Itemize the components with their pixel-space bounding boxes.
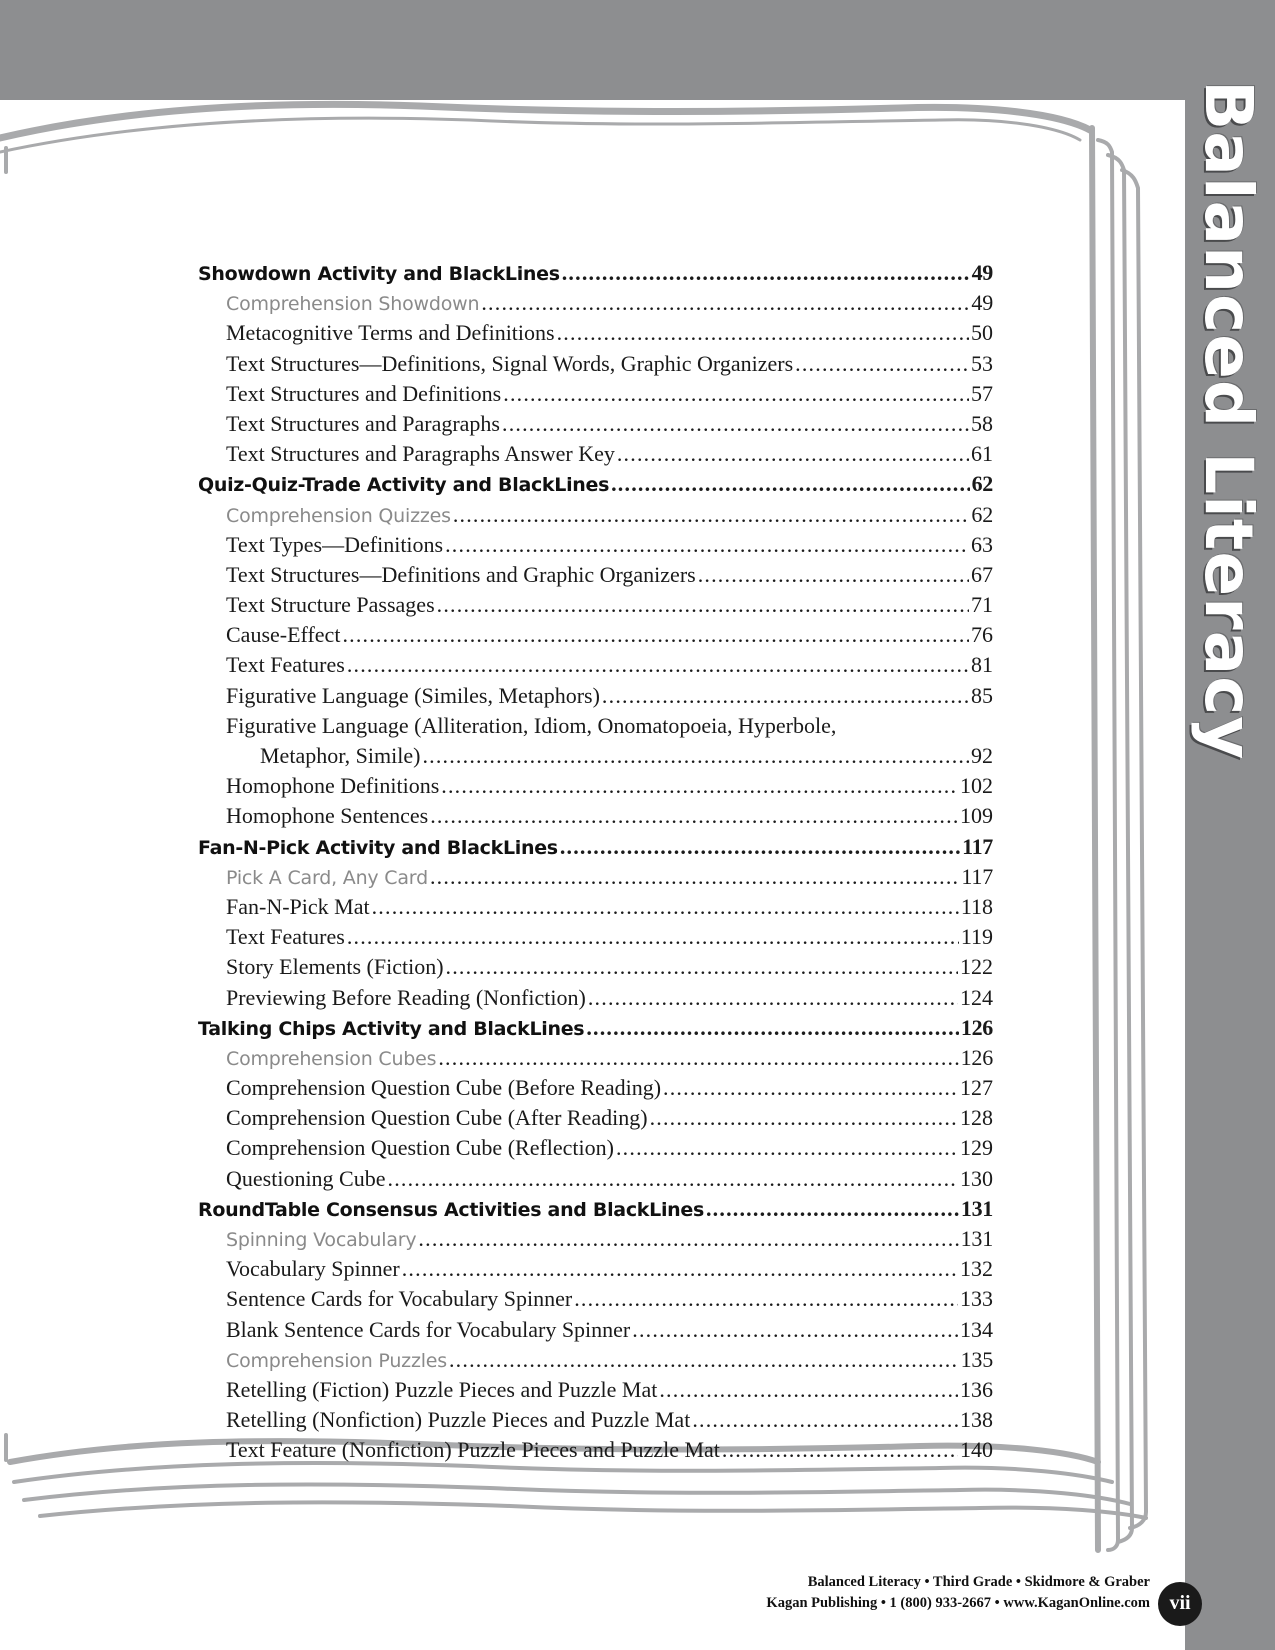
toc-label: Fan-N-Pick Activity and BlackLines <box>198 836 558 859</box>
toc-leader-dots <box>481 288 969 318</box>
toc-page-number: 131 <box>960 1226 993 1251</box>
toc-entry <box>198 439 993 469</box>
toc-leader-dots <box>692 1405 958 1435</box>
footer <box>766 1572 1150 1614</box>
toc-leader-dots <box>560 832 960 862</box>
toc-entry <box>198 590 993 620</box>
toc-leader-dots <box>441 771 958 801</box>
toc-subheading <box>198 500 993 530</box>
toc-section-heading <box>198 832 993 862</box>
toc-label: Retelling (Fiction) Puzzle Pieces and Puzzle Mat <box>226 1376 658 1402</box>
toc-page-number: 92 <box>971 743 993 768</box>
toc-label: Text Feature (Nonfiction) Puzzle Pieces and Puzzle Mat <box>226 1437 720 1463</box>
toc-page-number: 85 <box>971 682 993 708</box>
toc-entry <box>198 922 993 952</box>
toc-page-number: 81 <box>971 652 993 678</box>
toc-label: Previewing Before Reading (Nonfiction) <box>226 984 586 1010</box>
table-of-contents <box>198 258 993 1466</box>
toc-leader-dots <box>574 1284 958 1314</box>
toc-label: Comprehension Quizzes <box>226 504 451 527</box>
toc-page-number: 118 <box>960 893 993 919</box>
toc-label: Text Structures and Paragraphs <box>226 410 500 436</box>
toc-entry <box>198 650 993 680</box>
toc-page-number: 49 <box>971 290 993 316</box>
footer-line-2: Kagan Publishing • 1 (800) 933-2667 • www.KaganOnline.com <box>766 1595 1150 1611</box>
toc-leader-dots <box>795 349 969 379</box>
toc-leader-dots <box>616 1133 958 1163</box>
toc-page-number: 126 <box>960 1044 993 1070</box>
toc-label: Spinning Vocabulary <box>226 1229 417 1251</box>
toc-leader-dots <box>449 1345 959 1375</box>
toc-leader-dots <box>502 409 969 439</box>
toc-label: Comprehension Showdown <box>226 293 480 316</box>
toc-entry <box>198 1375 993 1405</box>
toc-leader-dots <box>503 379 969 409</box>
toc-page-number: 62 <box>971 501 993 527</box>
toc-leader-dots <box>422 741 969 771</box>
toc-entry <box>198 711 993 741</box>
toc-entry <box>198 801 993 831</box>
toc-entry <box>198 681 993 711</box>
toc-leader-dots <box>588 983 958 1013</box>
toc-page-number: 138 <box>960 1407 993 1433</box>
toc-entry <box>198 952 993 982</box>
toc-label: Text Features <box>226 924 345 950</box>
toc-label: Metaphor, Simile) <box>260 743 421 768</box>
toc-leader-dots <box>602 681 969 711</box>
toc-entry <box>198 892 993 922</box>
toc-entry <box>198 349 993 379</box>
toc-page-number: 124 <box>960 984 993 1010</box>
toc-entry <box>198 771 993 801</box>
toc-leader-dots <box>706 1194 959 1224</box>
toc-leader-dots <box>388 1164 959 1194</box>
toc-leader-dots <box>402 1254 958 1284</box>
toc-subheading <box>198 1224 993 1254</box>
toc-subheading <box>198 862 993 892</box>
toc-label: Blank Sentence Cards for Vocabulary Spinner <box>226 1316 631 1342</box>
toc-entry <box>198 620 993 650</box>
toc-label: Comprehension Question Cube (Before Reading) <box>226 1075 662 1101</box>
toc-page-number: 57 <box>971 380 993 406</box>
toc-label: RoundTable Consensus Activities and BlackLines <box>198 1198 704 1221</box>
toc-label: Comprehension Question Cube (Reflection) <box>226 1135 614 1161</box>
toc-entry <box>198 1315 993 1345</box>
toc-subheading <box>198 288 993 318</box>
toc-page-number: 67 <box>971 561 993 587</box>
toc-label: Story Elements (Fiction) <box>226 954 444 980</box>
toc-leader-dots <box>347 922 959 952</box>
toc-page-number: 117 <box>961 863 993 889</box>
toc-label: Text Structure Passages <box>226 592 435 618</box>
toc-page-number: 126 <box>960 1014 993 1040</box>
toc-page-number: 63 <box>971 531 993 557</box>
toc-label: Comprehension Question Cube (After Reading) <box>226 1105 648 1131</box>
toc-page-number: 122 <box>960 954 993 980</box>
toc-label: Text Structures and Definitions <box>226 380 502 406</box>
toc-leader-dots <box>698 560 969 590</box>
toc-label: Retelling (Nonfiction) Puzzle Pieces and Puzzle Mat <box>226 1407 691 1433</box>
toc-page-number: 102 <box>960 773 993 799</box>
toc-entry <box>198 1133 993 1163</box>
toc-label: Questioning Cube <box>226 1165 386 1191</box>
toc-entry <box>198 560 993 590</box>
toc-label: Quiz-Quiz-Trade Activity and BlackLines <box>198 474 610 497</box>
toc-page-number: 130 <box>960 1165 993 1191</box>
toc-leader-dots <box>663 1073 958 1103</box>
toc-page-number: 58 <box>971 410 993 436</box>
toc-leader-dots <box>650 1103 958 1133</box>
toc-label: Fan-N-Pick Mat <box>226 893 370 919</box>
toc-page-number: 132 <box>960 1256 993 1282</box>
toc-subheading <box>198 1345 993 1375</box>
toc-leader-dots <box>430 862 959 892</box>
toc-page-number: 128 <box>960 1105 993 1131</box>
toc-label: Sentence Cards for Vocabulary Spinner <box>226 1286 573 1312</box>
toc-leader-dots <box>418 1224 958 1254</box>
toc-leader-dots <box>453 500 970 530</box>
toc-label: Text Types—Definitions <box>226 531 444 557</box>
toc-entry <box>198 530 993 560</box>
toc-label: Comprehension Puzzles <box>226 1349 447 1372</box>
toc-leader-dots <box>438 1043 958 1073</box>
toc-label: Showdown Activity and BlackLines <box>198 263 560 285</box>
toc-leader-dots <box>632 1315 958 1345</box>
toc-page-number: 127 <box>960 1075 993 1101</box>
toc-entry <box>198 379 993 409</box>
toc-page-number: 131 <box>960 1195 993 1221</box>
toc-page-number: 50 <box>971 320 993 346</box>
toc-label: Figurative Language (Alliteration, Idiom, Onomatopoeia, Hyperbole, <box>226 712 837 738</box>
toc-leader-dots <box>722 1435 958 1465</box>
toc-leader-dots <box>430 801 958 831</box>
toc-entry <box>198 1073 993 1103</box>
page-number-badge: vii <box>1158 1582 1202 1626</box>
toc-label: Comprehension Cubes <box>226 1047 437 1070</box>
toc-label: Vocabulary Spinner <box>226 1256 400 1282</box>
toc-entry <box>198 1284 993 1314</box>
toc-entry <box>198 983 993 1013</box>
toc-label: Text Structures and Paragraphs Answer Key <box>226 441 615 467</box>
toc-label: Pick A Card, Any Card <box>226 866 428 889</box>
toc-label: Homophone Definitions <box>226 773 440 799</box>
toc-label: Text Features <box>226 652 345 678</box>
toc-leader-dots <box>445 530 969 560</box>
footer-line-1: Balanced Literacy • Third Grade • Skidmore & Graber <box>807 1574 1150 1590</box>
top-gray-band <box>0 0 1275 100</box>
toc-page-number: 135 <box>960 1346 993 1372</box>
side-title: Balanced Literacy <box>1190 80 1267 761</box>
toc-page-number: 61 <box>971 441 993 467</box>
toc-label: Talking Chips Activity and BlackLines <box>198 1017 585 1040</box>
toc-page-number: 134 <box>960 1316 993 1342</box>
toc-label: Metacognitive Terms and Definitions <box>226 320 555 346</box>
toc-page-number: 71 <box>971 592 993 618</box>
toc-page-number: 129 <box>960 1135 993 1161</box>
toc-entry <box>198 1254 993 1284</box>
toc-label: Text Structures—Definitions and Graphic Organizers <box>226 561 696 587</box>
toc-page-number: 140 <box>960 1437 993 1463</box>
toc-leader-dots <box>437 590 969 620</box>
toc-section-heading <box>198 469 993 499</box>
toc-subheading <box>198 1043 993 1073</box>
toc-entry <box>198 741 993 771</box>
toc-page-number: 53 <box>971 350 993 376</box>
toc-entry <box>198 1405 993 1435</box>
toc-page-number: 76 <box>971 622 993 648</box>
toc-label: Cause-Effect <box>226 622 341 648</box>
toc-page-number: 62 <box>971 471 993 497</box>
toc-leader-dots <box>372 892 959 922</box>
toc-page-number: 117 <box>962 833 993 859</box>
toc-section-heading <box>198 1194 993 1224</box>
toc-leader-dots <box>562 258 970 288</box>
toc-leader-dots <box>342 620 969 650</box>
toc-page-number: 109 <box>960 803 993 829</box>
toc-section-heading <box>198 258 993 288</box>
toc-label: Homophone Sentences <box>226 803 429 829</box>
toc-page-number: 49 <box>971 260 993 285</box>
toc-page-number: 133 <box>960 1286 993 1312</box>
toc-page-number: 119 <box>960 924 993 950</box>
toc-entry <box>198 1103 993 1133</box>
toc-leader-dots <box>617 439 969 469</box>
toc-page-number: 136 <box>960 1376 993 1402</box>
toc-entry <box>198 1164 993 1194</box>
toc-section-heading <box>198 1013 993 1043</box>
toc-leader-dots <box>347 650 969 680</box>
toc-leader-dots <box>611 469 969 499</box>
toc-entry <box>198 318 993 348</box>
toc-leader-dots <box>586 1013 959 1043</box>
toc-leader-dots <box>557 318 969 348</box>
toc-leader-dots <box>446 952 958 982</box>
toc-leader-dots <box>659 1375 958 1405</box>
toc-entry <box>198 409 993 439</box>
toc-label: Text Structures—Definitions, Signal Words, Graphic Organizers <box>226 350 794 376</box>
toc-label: Figurative Language (Similes, Metaphors) <box>226 682 600 708</box>
toc-entry <box>198 1435 993 1465</box>
